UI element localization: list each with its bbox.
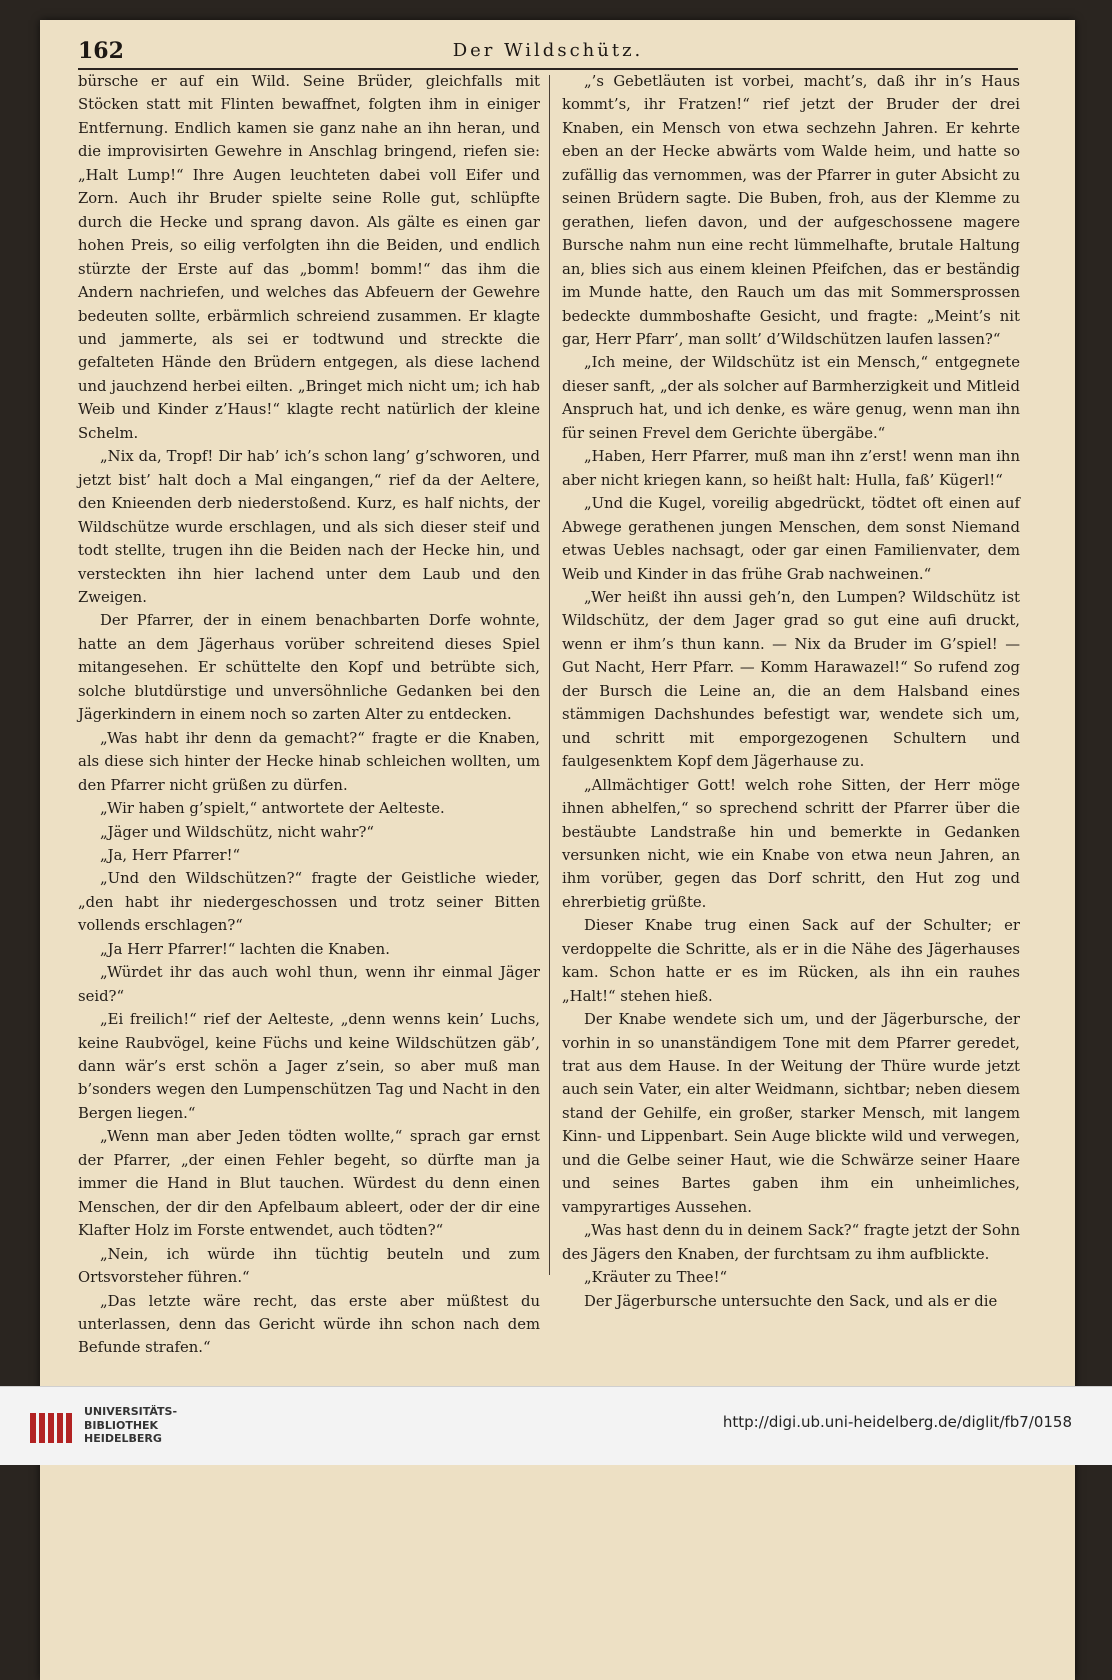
page-number: 162 xyxy=(78,38,124,64)
paragraph: „Nix da, Tropf! Dir hab’ ich’s schon lang’ g’schworen, und jetzt bist’ halt doch a Mal eingangen,“ rief da der Aeltere, den Knieenden derb niederstoßend. Kurz, es half nichts, der Wildschütze wurde erschlagen, und als sich dieser steif und todt stellte, trugen ihn die Beiden nach der Hecke hin, und versteckten ihn hier lachend unter dem Laub und den Zweigen. xyxy=(78,448,540,606)
right-column xyxy=(562,70,1020,1313)
paragraph: „Das letzte wäre recht, das erste aber müßtest du unterlassen, denn das Gericht würde ihn schon nach dem Befunde strafen.“ xyxy=(78,1292,540,1357)
paragraph: Dieser Knabe trug einen Sack auf der Schulter; er verdoppelte die Schritte, als er in die Nähe des Jägerhauses kam. Schon hatte er es im Rücken, als ihn ein rauhes „Halt!“ stehen hieß. xyxy=(562,917,1020,1005)
paragraph: „Wer heißt ihn aussi geh’n, den Lumpen? Wildschütz ist Wildschütz, der dem Jager grad so gut eine aufi druckt, wenn er ihm’s thun kann. — Nix da Bruder im G’spiel! — Gut Nacht, Herr Pfarr. — Komm Harawazel!“ So rufend zog der Bursch die Leine an, die an dem Halsband eines stämmigen Dachshundes befestigt war, wendete sich um, und schritt mit emporgezogenen Schultern und faulgesenktem Kopf dem Jägerhause zu. xyxy=(562,588,1020,771)
paragraph: „Würdet ihr das auch wohl thun, wenn ihr einmal Jäger seid?“ xyxy=(78,964,540,1005)
paragraph: „Und die Kugel, voreilig abgedrückt, tödtet oft einen auf Abwege gerathenen jungen Menschen, dem sonst Niemand etwas Uebles nachsagt, oder gar einen Familienvater, dem Weib und Kinder in das frühe Grab nachweinen.“ xyxy=(562,495,1020,583)
paragraph: „Ei freilich!“ rief der Aelteste, „denn wenns kein’ Luchs, keine Raubvögel, keine Füchs und keine Wildschützen gäb’, dann wär’s erst schön a Jager z’sein, so aber muß man b’sonders wegen den Lumpenschützen Tag und Nacht in den Bergen liegen.“ xyxy=(78,1011,540,1122)
paragraph: „Ich meine, der Wildschütz ist ein Mensch,“ entgegnete dieser sanft, „der als solcher auf Barmherzigkeit und Mitleid Anspruch hat, und ich denke, es wäre genug, wenn man ihn für seinen Frevel dem Gerichte übergäbe.“ xyxy=(562,354,1020,442)
library-logo-icon xyxy=(28,1409,74,1447)
left-column xyxy=(78,70,540,1360)
paragraph: „Was habt ihr denn da gemacht?“ fragte er die Knaben, als diese sich hinter der Hecke hinab schleichen wollten, um den Pfarrer nicht grüßen zu dürfen. xyxy=(78,729,540,794)
paragraph: „Ja Herr Pfarrer!“ lachten die Knaben. xyxy=(100,940,390,958)
paragraph: „Ja, Herr Pfarrer!“ xyxy=(100,846,241,864)
paragraph: „Allmächtiger Gott! welch rohe Sitten, der Herr möge ihnen abhelfen,“ so sprechend schritt der Pfarrer über die bestäubte Landstraße hin und bemerkte in Gedanken versunken nicht, wie ein Knabe von etwa neun Jahren, an ihm vorüber, gegen das Dorf schritt, den Hut zog und ehrerbietig grüßte. xyxy=(562,776,1020,911)
paragraph: Der Jägerbursche untersuchte den Sack, und als er die xyxy=(584,1292,998,1310)
paragraph: Der Knabe wendete sich um, und der Jägerbursche, der vorhin in so unanständigem Tone mit dem Pfarrer geredet, trat aus dem Hause. In der Weitung der Thüre wurde jetzt auch sein Vater, ein alter Weidmann, sichtbar; neben diesem stand der Gehilfe, ein großer, starker Mensch, mit langem Kinn- und Lippenbart. Sein Auge blickte wild und verwegen, und die Gelbe seiner Haut, wie die Schwärze seiner Haare und seines Bartes gaben ihm ein unheimliches, vampyrartiges Aussehen. xyxy=(562,1011,1020,1216)
paragraph: „Wenn man aber Jeden tödten wollte,“ sprach gar ernst der Pfarrer, „der einen Fehler begeht, so dürfte man ja immer die Hand in Blut tauchen. Würdest du denn einen Menschen, der dir den Apfelbaum ableert, oder der dir eine Klafter Holz im Forste entwendet, auch tödten?“ xyxy=(78,1128,540,1240)
paragraph: „Jäger und Wildschütz, nicht wahr?“ xyxy=(100,823,374,841)
paragraph: „Was hast denn du in deinem Sack?“ fragte jetzt der Sohn des Jägers den Knaben, der furchtsam zu ihm aufblickte. xyxy=(562,1222,1020,1263)
library-name xyxy=(84,1405,177,1446)
paragraph: „Kräuter zu Thee!“ xyxy=(584,1269,728,1287)
page-header xyxy=(78,38,1018,70)
permalink-url[interactable]: http://digi.ub.uni-heidelberg.de/diglit/fb7/0158 xyxy=(722,1413,1072,1431)
paragraph: „Nein, ich würde ihn tüchtig beuteln und zum Ortsvorsteher führen.“ xyxy=(78,1245,540,1287)
library-name-line: HEIDELBERG xyxy=(84,1432,162,1445)
paragraph: „Wir haben g’spielt,“ antwortete der Aelteste. xyxy=(100,800,445,818)
library-name-line: BIBLIOTHEK xyxy=(84,1418,159,1432)
paragraph: „’s Gebetläuten ist vorbei, macht’s, daß ihr in’s Haus kommt’s, ihr Fratzen!“ rief jetzt der Bruder der drei Knaben, ein Mensch von etwa sechzehn Jahren. Er kehrte eben an der Hecke abwärts vom Walde heim, und hatte so zufällig das vernommen, was der Pfarrer in guter Absicht zu seinen Brüdern sagte. Die Buben, froh, aus der Klemme zu gerathen, liefen davon, und der aufgeschossene magere Bursche nahm nun eine recht lümmelhafte, brutale Haltung an, blies sich aus einem kleinen Pfeifchen, das er beständig im Munde hatte, den Rauch um das mit Sommersprossen bedeckte dummboshafte Gesicht, und fragte: „Meint’s nit gar, Herr Pfarr’, man sollt’ d’Wildschützen laufen lassen?“ xyxy=(562,73,1020,348)
paragraph: „Und den Wildschützen?“ fragte der Geistliche wieder, „den habt ihr niedergeschossen und trotz seiner Bitten vollends erschlagen?“ xyxy=(78,870,540,935)
paragraph: „Haben, Herr Pfarrer, muß man ihn z’erst! wenn man ihn aber nicht kriegen kann, so heißt halt: Hulla, faß’ Kügerl!“ xyxy=(562,448,1020,489)
running-title: Der Wildschütz. xyxy=(452,40,644,61)
paragraph: Der Pfarrer, der in einem benachbarten Dorfe wohnte, hatte an dem Jägerhaus vorüber schreitend dieses Spiel mitangesehen. Er schüttelte den Kopf und betrübte sich, solche blutdürstige und unversöhnliche Gedanken bei den Jägerkindern in einem noch so zarten Alter zu entdecken. xyxy=(78,612,540,724)
viewer-footer xyxy=(0,1386,1112,1465)
paragraph: bürsche er auf ein Wild. Seine Brüder, gleichfalls mit Stöcken statt mit Flinten bewaffnet, folgten ihm in einiger Entfernung. Endlich kamen sie ganz nahe an ihn heran, und die improvisirten Gewehre in Anschlag bringend, riefen sie: „Halt Lump!“ Ihre Augen leuchteten dabei voll Eifer und Zorn. Auch ihr Bruder spielte seine Rolle gut, schlüpfte durch die Hecke und sprang davon. Als gälte es einen gar hohen Preis, so eilig verfolgten ihn die Beiden, und endlich stürzte der Erste auf das „bomm! bomm!“ das ihm die Andern nachriefen, und welches das Abfeuern der Gewehre bedeuten sollte, erbärmlich schreiend zusammen. Er klagte und jammerte, als sei er todtwund und streckte die gefalteten Hände den Brüdern entgegen, als diese lachend und jauchzend herbei eilten. „Bringet mich nicht um; ich hab Weib und Kinder z’Haus!“ klagte recht natürlich der kleine Schelm. xyxy=(78,73,540,442)
library-name-line: UNIVERSITÄTS- xyxy=(84,1405,178,1418)
column-divider xyxy=(549,75,550,1275)
